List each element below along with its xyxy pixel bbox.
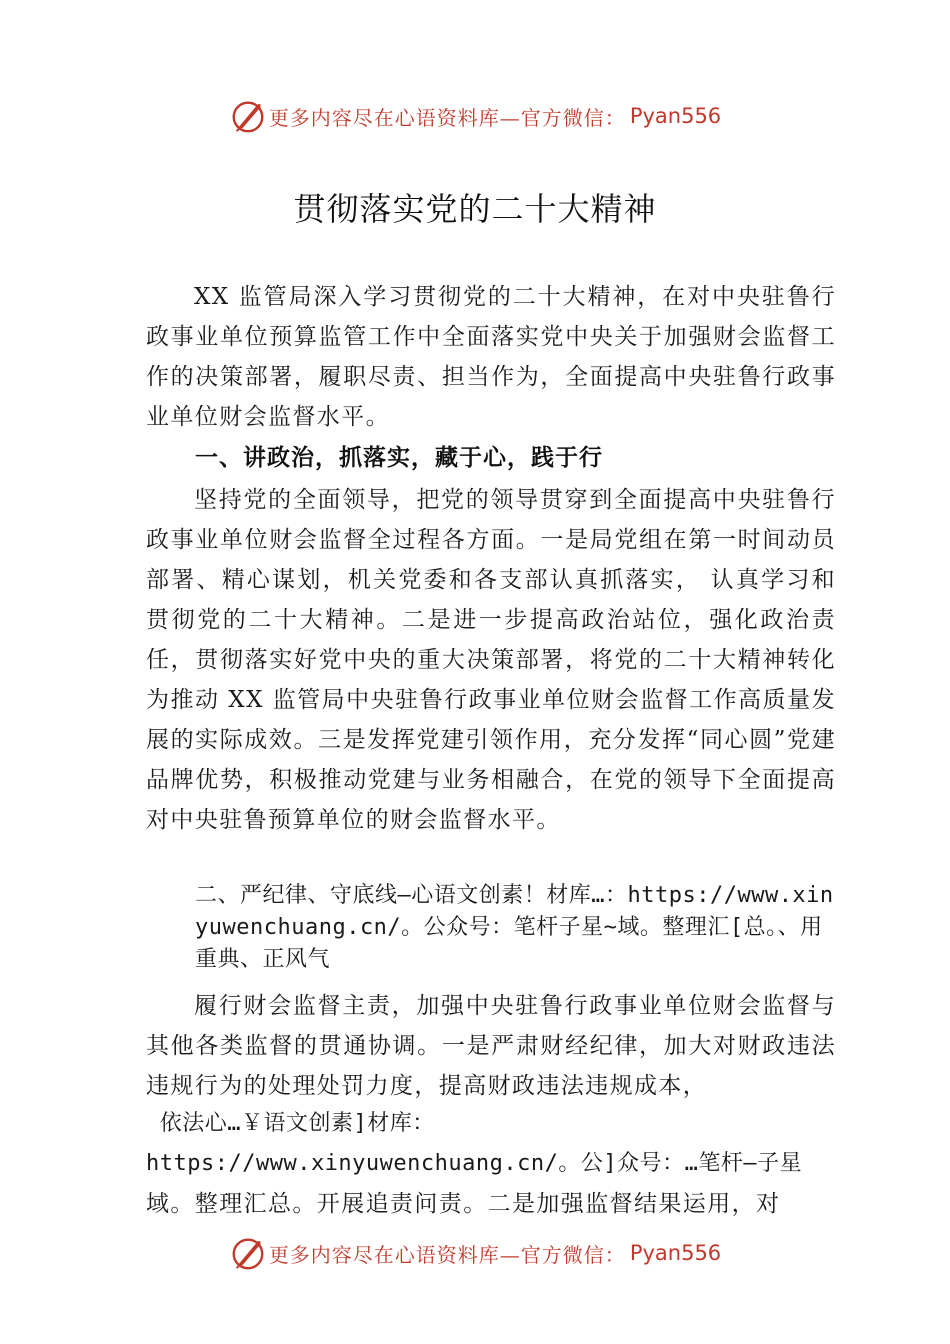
section1-heading: 一、讲政治，抓落实，藏于心，践于行: [195, 445, 603, 471]
document-title: 贯彻落实党的二十大精神: [293, 190, 657, 228]
banner-wechat-id: Pyan556: [629, 104, 722, 128]
banner-wechat-id: Pyan556: [629, 1241, 722, 1265]
section2-body: 履行财会监督主责，加强中央驻鲁行政事业单位财会监督与其他各类监督的贯通协调。一是严肃财经纪律，加大对财政违法违规行为的处理处罚力度，提高财政违法违规成本，: [146, 993, 836, 1099]
quill-logo-icon: [229, 1234, 267, 1272]
watermark-banner-bottom: [0, 1233, 950, 1273]
section2-line-6: 域。整理汇总。开展追责问责。二是加强监督结果运用，对: [146, 1191, 781, 1217]
section2-heading: 二、严纪律、守底线—心语文创素！材库…：https://www.xinyuwenchuang.cn/。公众号：笔杆子星~域。整理汇[总。、用重典、正风气: [195, 883, 834, 972]
watermark-banner-top: [0, 96, 950, 136]
section2-line-5: https://www.xinyuwenchuang.cn/。公]众号：…笔杆—子星: [146, 1151, 803, 1176]
section2-line-4: 依法心…￥语文创素]材库：: [146, 1111, 435, 1136]
banner-text: 更多内容尽在心语资料库—官方微信：: [268, 105, 626, 130]
quill-logo-icon: [229, 97, 267, 135]
intro-paragraph: XX 监管局深入学习贯彻党的二十大精神，在对中央驻鲁行政事业单位预算监管工作中全面落实党中央关于加强财会监督工作的决策部署，履职尽责、担当作为，全面提高中央驻鲁行政事业单位财会监督水平。: [146, 284, 836, 430]
banner-text: 更多内容尽在心语资料库—官方微信：: [268, 1242, 626, 1267]
section1-body: 坚持党的全面领导，把党的领导贯穿到全面提高中央驻鲁行政事业单位财会监督全过程各方面。一是局党组在第一时间动员部署、精心谋划，机关党委和各支部认真抓落实， 认真学习和贯彻党的二十大精神。二是进一步提高政治站位，强化政治责任，贯彻落实好党中央的重大决策部署，将党的二十大精神转化为推动 XX 监管局中央驻鲁行政事业单位财会监督工作高质量发展的实际成效。三是发挥党建引领作用，充分发挥“同心圆”党建品牌优势，积极推动党建与业务相融合，在党的领导下全面提高对中央驻鲁预算单位的财会监督水平。: [146, 487, 836, 833]
